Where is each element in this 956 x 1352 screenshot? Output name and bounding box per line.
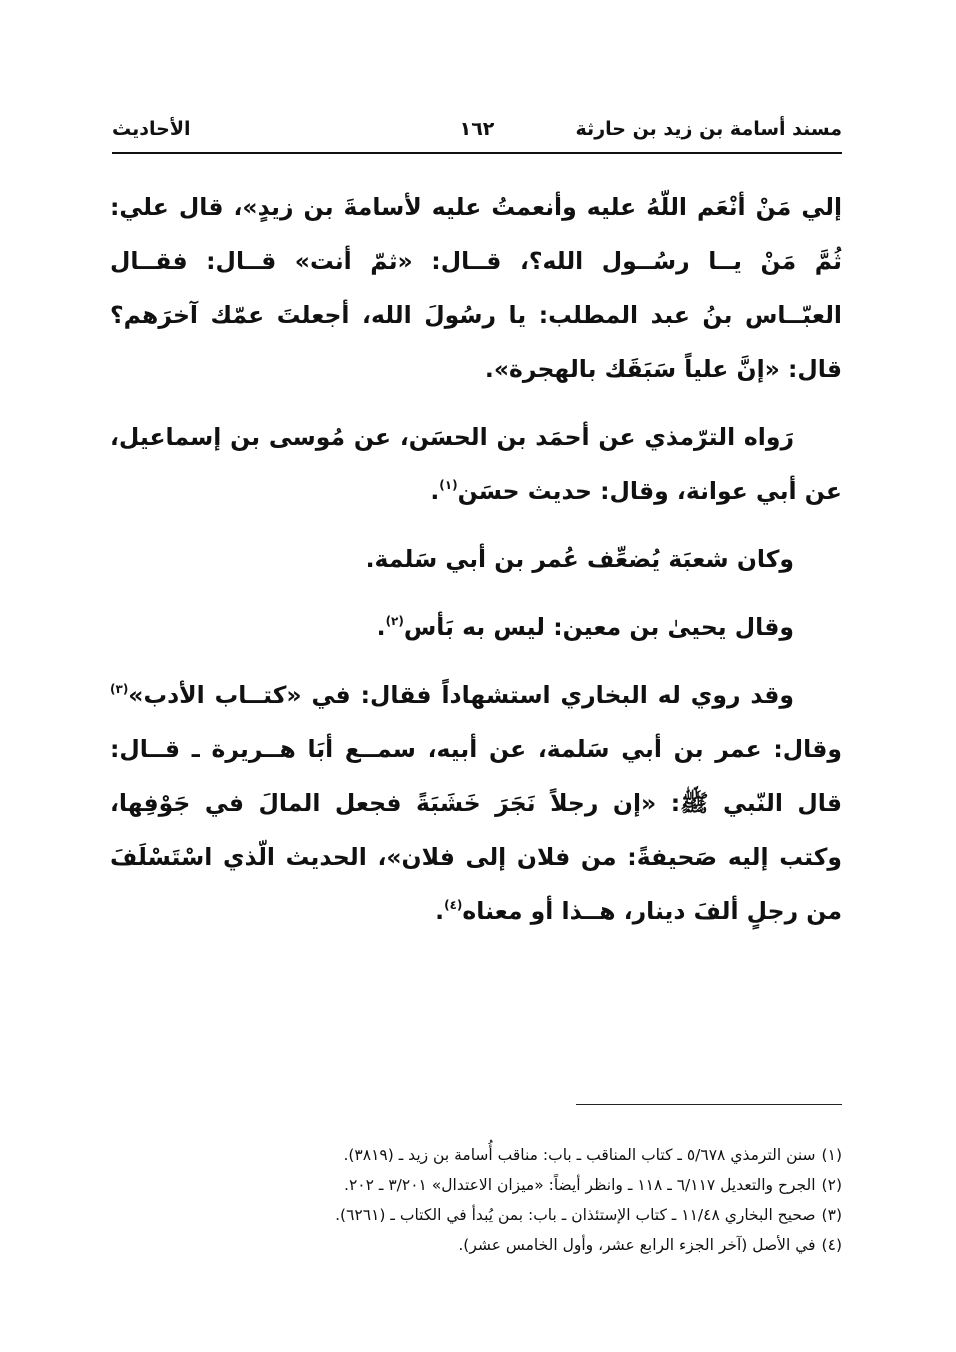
footnotes [130,1140,842,1260]
paragraph-4 [110,600,842,654]
paragraph-1 [110,180,842,396]
footnote-text: صحيح البخاري ١١/٤٨ ـ كتاب الإستئذان ـ باب: بمن يُبدأ في الكتاب ـ (٦٢٦١). [335,1206,816,1224]
running-header [112,112,842,154]
header-book-title: مسند أسامة بن زيد بن حارثة [575,118,842,140]
paragraph-3 [110,532,842,586]
paragraph-5 [110,668,842,938]
footnote-divider [576,1104,842,1105]
footnote-number: (٣) [821,1206,842,1224]
paragraph-4-text: وقال يحيىٰ بن معين: ليس به بَأس [403,613,794,641]
footnote-text: في الأصل (آخر الجزء الرابع عشر، وأول الخامس عشر). [458,1236,816,1254]
paragraph-2 [110,410,842,518]
footnote-number: (٤) [821,1236,842,1254]
paragraph-1-text: إلي مَنْ أنْعَم اللّهُ عليه وأنعمتُ عليه لأسامةَ بن زيدٍ»، قال علي: ثُمَّ مَنْ يــا رسُــول الله؟، قــال: «ثمّ أنت» قــال: فقــال العبّــاس بنُ عبد المطلب: يا رسُولَ الله، أجعلتَ عمّك آخرَهم؟ قال: «إنَّ علياً سَبَقَك بالهجرة». [110,193,842,383]
footnote-4 [130,1230,842,1260]
paragraph-3-text: وكان شعبَة يُضعِّف عُمر بن أبي سَلمة. [365,545,794,573]
paragraph-2-text: رَواه الترّمذي عن أحمَد بن الحسَن، عن مُوسى بن إسماعيل، عن أبي عوانة، وقال: حديث حسَن [110,423,842,505]
footnote-ref-2[interactable]: (٢) [385,614,404,628]
paragraph-2-end: . [430,477,440,505]
footnote-text: الجرح والتعديل ٦/١١٧ ـ ١١٨ ـ وانظر أيضاً: «ميزان الاعتدال» ٣/٢٠١ ـ ٢٠٢. [344,1176,816,1194]
footnote-text: سنن الترمذي ٥/٦٧٨ ـ كتاب المناقب ـ باب: مناقب أُسامة بن زيد ـ (٣٨١٩). [343,1146,816,1164]
page-number: ١٦٢ [459,118,495,140]
footnote-ref-1[interactable]: (١) [439,478,458,492]
footnote-ref-4[interactable]: (٤) [444,898,463,912]
footnote-3 [130,1200,842,1230]
footnote-2 [130,1170,842,1200]
footnote-1 [130,1140,842,1170]
footnote-number: (٢) [821,1176,842,1194]
paragraph-5-text-b: وقال: عمر بن أبي سَلمة، عن أبيه، سمــع أبَا هــريرة ـ قــال: قال النّبي ﷺ: «إن رجلاً نَجَرَ خَشَبَةً فجعل المالَ في جَوْفِها، وكتب إليه صَحيفةً: من فلان إلى فلان»، الحديث الّذي اسْتَسْلَفَ من رجلٍ ألفَ دينار، هــذا أو معناه [110,735,842,925]
main-text [110,180,842,952]
footnote-ref-3[interactable]: (٣) [110,682,129,696]
paragraph-5-text-a: وقد روي له البخاري استشهاداً فقال: في «كتــاب الأدب» [128,681,794,709]
footnote-number: (١) [821,1146,842,1164]
paragraph-5-end: . [435,897,445,925]
header-section-title: الأحاديث [112,118,191,140]
paragraph-4-end: . [376,613,386,641]
